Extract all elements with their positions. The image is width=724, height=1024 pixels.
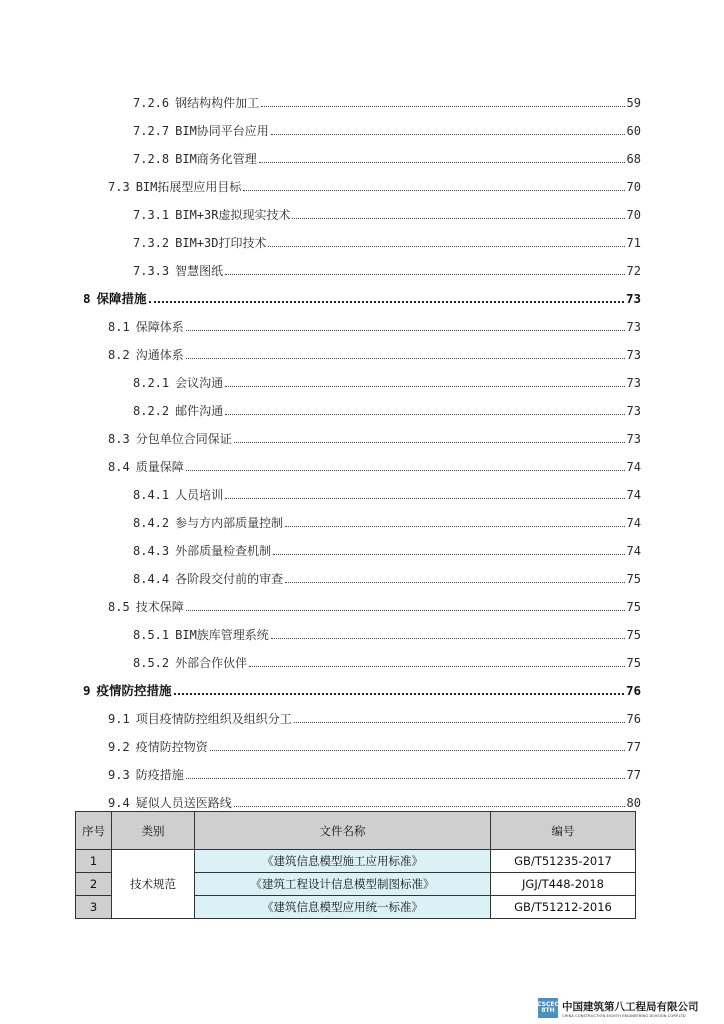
toc-title: BIM拓展型应用目标 (135, 180, 242, 194)
toc-entry-8-4[interactable] (108, 454, 641, 474)
toc-number: 8.5.2 (133, 656, 170, 670)
toc-entry-8-1[interactable] (108, 314, 641, 334)
toc-entry-7-3-3[interactable] (133, 258, 641, 278)
toc-number: 7.3.3 (133, 264, 170, 278)
toc-entry-7-2-8[interactable] (133, 146, 641, 166)
toc-page: 75 (626, 628, 641, 642)
table-row (76, 850, 636, 873)
toc-entry-9-1[interactable] (108, 706, 641, 726)
toc-page: 74 (626, 488, 641, 502)
toc-entry-7-3[interactable] (108, 174, 641, 194)
dot-leader (234, 441, 625, 443)
toc-title: 智慧图纸 (175, 264, 224, 278)
dot-leader (149, 300, 624, 303)
header-code: 编号 (491, 812, 636, 850)
toc-entry-7-3-2[interactable] (133, 230, 641, 250)
toc-page: 73 (625, 291, 641, 306)
toc-title: 各阶段交付前的审查 (175, 572, 284, 586)
dot-leader (249, 665, 624, 667)
dot-leader (225, 413, 624, 415)
toc-number: 8.5 (108, 600, 130, 614)
toc-page: 71 (626, 236, 641, 250)
toc-page: 77 (626, 768, 641, 782)
toc-title: BIM+3D打印技术 (175, 236, 267, 250)
toc-page: 73 (626, 320, 641, 334)
header-seq: 序号 (76, 812, 112, 850)
cell-seq: 2 (76, 873, 112, 896)
toc-entry-8-4-4[interactable] (133, 566, 641, 586)
toc-entry-8-2-2[interactable] (133, 398, 641, 418)
toc-number: 9.4 (108, 796, 130, 810)
toc-page: 68 (626, 152, 641, 166)
toc-title: 保障措施 (96, 291, 147, 306)
toc-entry-9[interactable] (83, 678, 641, 698)
toc-title: 项目疫情防控组织及组织分工 (135, 712, 292, 726)
dot-leader (186, 609, 625, 611)
toc-number: 7.2.7 (133, 124, 170, 138)
toc-number: 8.2 (108, 348, 130, 362)
toc-number: 7.3 (108, 180, 130, 194)
toc-entry-8-2-1[interactable] (133, 370, 641, 390)
dot-leader (225, 273, 624, 275)
toc-title: 疑似人员送医路线 (135, 796, 232, 810)
cell-code: GB/T51235-2017 (491, 850, 636, 873)
toc-page: 60 (626, 124, 641, 138)
toc-page: 75 (626, 656, 641, 670)
dot-leader (285, 581, 624, 583)
toc-title: BIM协同平台应用 (175, 124, 269, 138)
dot-leader (285, 525, 624, 527)
toc-number: 7.2.6 (133, 96, 170, 110)
toc-number: 9.3 (108, 768, 130, 782)
toc-number: 8.4.2 (133, 516, 170, 530)
toc-page: 75 (626, 600, 641, 614)
dot-leader (186, 777, 625, 779)
dot-leader (186, 469, 625, 471)
dot-leader (225, 385, 624, 387)
cell-code: GB/T51212-2016 (491, 896, 636, 919)
toc-page: 72 (626, 264, 641, 278)
toc-title: 钢结构构件加工 (175, 96, 260, 110)
dot-leader (243, 189, 624, 191)
toc-title: 疫情防控措施 (96, 683, 172, 698)
company-logo (538, 996, 724, 1020)
dot-leader (294, 721, 625, 723)
toc-number: 7.2.8 (133, 152, 170, 166)
toc-entry-8-4-2[interactable] (133, 510, 641, 530)
toc-title: 保障体系 (135, 320, 184, 334)
toc-page: 75 (626, 572, 641, 586)
toc-page: 73 (626, 404, 641, 418)
toc-number: 8.4.1 (133, 488, 170, 502)
toc-entry-7-2-7[interactable] (133, 118, 641, 138)
toc-title: 防疫措施 (135, 768, 184, 782)
toc-number: 8 (83, 291, 91, 306)
cell-name: 《建筑信息模型应用统一标准》 (195, 896, 491, 919)
toc-page: 76 (626, 712, 641, 726)
toc-entry-8-2[interactable] (108, 342, 641, 362)
cell-code: JGJ/T448-2018 (491, 873, 636, 896)
cscec-logo-icon: CSCEC 8TH (538, 998, 558, 1018)
toc-title: 参与方内部质量控制 (175, 516, 284, 530)
toc-number: 7.3.1 (133, 208, 170, 222)
toc-number: 8.3 (108, 432, 130, 446)
toc-entry-9-3[interactable] (108, 762, 641, 782)
toc-number: 9 (83, 683, 91, 698)
header-name: 文件名称 (195, 812, 491, 850)
toc-title: 分包单位合同保证 (135, 432, 232, 446)
toc-page: 73 (626, 376, 641, 390)
toc-number: 7.3.2 (133, 236, 170, 250)
toc-title: BIM商务化管理 (175, 152, 257, 166)
cell-category: 技术规范 (112, 850, 195, 919)
toc-number: 8.2.1 (133, 376, 170, 390)
dot-leader (186, 329, 625, 331)
dot-leader (186, 357, 625, 359)
toc-page: 74 (626, 544, 641, 558)
toc-entry-7-3-1[interactable] (133, 202, 641, 222)
toc-title: 会议沟通 (175, 376, 224, 390)
toc-title: 质量保障 (135, 460, 184, 474)
toc-title: 外部质量检查机制 (175, 544, 272, 558)
toc-page: 73 (626, 348, 641, 362)
toc-page: 73 (626, 432, 641, 446)
toc-entry-8-5-2[interactable] (133, 650, 641, 670)
company-name-block (562, 999, 699, 1018)
company-name-cn: 中国建筑第八工程局有限公司 (562, 1000, 699, 1013)
toc-page: 74 (626, 460, 641, 474)
toc-entry-7-2-6[interactable] (133, 90, 641, 110)
toc-number: 8.5.1 (133, 628, 170, 642)
dot-leader (292, 217, 624, 219)
toc-number: 8.4.3 (133, 544, 170, 558)
dot-leader (210, 749, 625, 751)
toc-number: 8.4 (108, 460, 130, 474)
toc-entry-8-3[interactable] (108, 426, 641, 446)
standards-table (75, 811, 636, 919)
toc-entry-8-4-3[interactable] (133, 538, 641, 558)
toc-entry-9-4[interactable] (108, 790, 641, 810)
dot-leader (259, 161, 625, 163)
toc-entry-8-5-1[interactable] (133, 622, 641, 642)
toc-title: 人员培训 (175, 488, 224, 502)
toc-number: 8.1 (108, 320, 130, 334)
dot-leader (225, 497, 624, 499)
dot-leader (271, 637, 625, 639)
toc-page: 80 (626, 796, 641, 810)
toc-page: 77 (626, 740, 641, 754)
toc-number: 9.2 (108, 740, 130, 754)
toc-page: 74 (626, 516, 641, 530)
dot-leader (261, 105, 624, 107)
cell-name: 《建筑工程设计信息模型制图标准》 (195, 873, 491, 896)
company-name-en: CHINA CONSTRUCTION EIGHTH ENGINEERING DIVISION CORP.LTD (562, 1013, 686, 1018)
dot-leader (174, 692, 624, 695)
toc-title: 外部合作伙伴 (175, 656, 248, 670)
dot-leader (273, 553, 624, 555)
dot-leader (234, 805, 625, 807)
cell-seq: 3 (76, 896, 112, 919)
toc-entry-8-4-1[interactable] (133, 482, 641, 502)
toc-number: 9.1 (108, 712, 130, 726)
toc-page: 70 (626, 208, 641, 222)
table-header-row (76, 812, 636, 850)
toc-page: 70 (626, 180, 641, 194)
toc-entry-8[interactable] (83, 286, 641, 306)
toc-number: 8.4.4 (133, 572, 170, 586)
toc-entry-8-5[interactable] (108, 594, 641, 614)
toc-title: 邮件沟通 (175, 404, 224, 418)
toc-title: 疫情防控物资 (135, 740, 208, 754)
toc-title: BIM+3R虚拟现实技术 (175, 208, 291, 222)
header-category: 类别 (112, 812, 195, 850)
toc-title: BIM族库管理系统 (175, 628, 269, 642)
toc-title: 技术保障 (135, 600, 184, 614)
toc-page: 59 (626, 96, 641, 110)
toc-page: 76 (625, 683, 641, 698)
toc-number: 8.2.2 (133, 404, 170, 418)
dot-leader (268, 245, 624, 247)
cell-name: 《建筑信息模型施工应用标准》 (195, 850, 491, 873)
cell-seq: 1 (76, 850, 112, 873)
toc-entry-9-2[interactable] (108, 734, 641, 754)
toc-title: 沟通体系 (135, 348, 184, 362)
dot-leader (271, 133, 625, 135)
